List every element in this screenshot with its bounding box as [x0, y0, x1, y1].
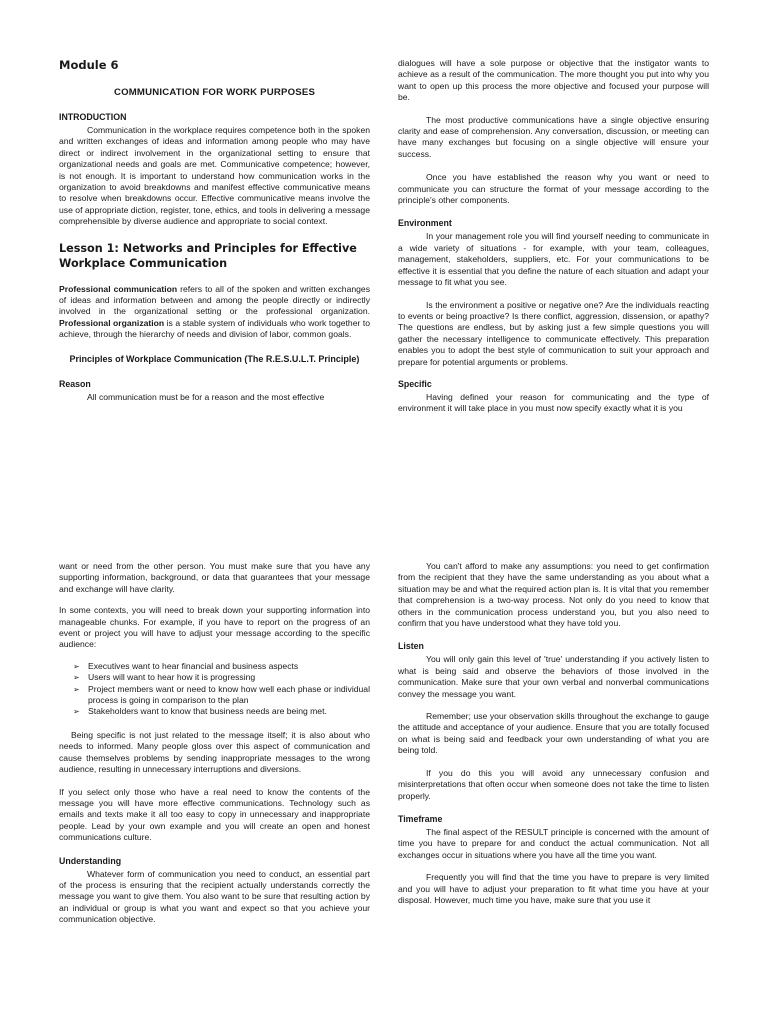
listen-paragraph-2: Remember; use your observation skills throughout the exchange to gauge the attitude and acceptance of your audience. Ensure that you are totally focused on what is being said and feedback your own understanding of what you are being told. — [398, 711, 709, 756]
reason-structure-paragraph: Once you have established the reason why you want or need to communicate you can structure the format of your message according to the principle's other components. — [398, 172, 709, 206]
introduction-heading: INTRODUCTION — [59, 112, 127, 122]
professional-communication-definition: refers to all of the spoken and written exchanges of ideas and information between and among the people directly or indirectly involved in the organizational setting or the professional organization. — [59, 283, 370, 317]
list-item: ➢ Project members want or need to know how well each phase or individual process is going in comparison to the plan — [73, 683, 370, 706]
reason-continued-paragraph: dialogues will have a sole purpose or objective that the instigator wants to achieve as a result of the communication. The more thought you put into why you want to open up this process the more objective and focused your purpose will be. — [398, 58, 709, 103]
reason-heading: Reason — [59, 379, 91, 390]
arrow-bullet-icon: ➢ — [73, 673, 80, 683]
reason-objective-paragraph: The most productive communications have a single objective ensuring clarity and ease of comprehension. Any conversation, discussion, or meeting can have many exchanges but focusing on a single objective will ensure your success. — [398, 114, 709, 159]
page2-right-column — [398, 561, 709, 906]
audience-paragraph: In some contexts, you will need to break down your supporting information into manageable chunks. For example, if you have to report on the progress of an event or project you will have to adjust your message according to the specific audience: — [59, 605, 370, 650]
need-to-know-paragraph: If you select only those who have a real need to know the contents of the message you will have more effective communications. Technology such as emails and texts make it all too easy to copy in unnecessary and inappropriate people. Lead by your own example and you will create an open and honest communications culture. — [59, 786, 370, 843]
list-item: ➢ Stakeholders want to know that business needs are being met. — [73, 706, 327, 717]
understanding-heading: Understanding — [59, 855, 122, 866]
professional-communication-paragraph — [59, 284, 370, 341]
arrow-bullet-icon: ➢ — [73, 661, 80, 671]
principles-heading: Principles of Workplace Communication (The R.E.S.U.L.T. Principle) — [69, 353, 360, 364]
reason-paragraph: All communication must be for a reason and the most effective — [87, 392, 325, 403]
timeframe-heading: Timeframe — [398, 813, 443, 824]
arrow-bullet-icon: ➢ — [73, 707, 80, 717]
timeframe-paragraph-1: The final aspect of the RESULT principle is concerned with the amount of time you have to prepare for and conduct the actual communication. Not all exchanges occur in situations where you have all the time you want. — [398, 826, 709, 860]
document-title: COMMUNICATION FOR WORK PURPOSES — [113, 87, 316, 98]
page1-right-column — [398, 58, 709, 415]
introduction-paragraph: Communication in the workplace requires competence both in the spoken and written exchanges of ideas and information among people who may have direct or indirect involvement in the organizational setting to ensure that organizational needs and goals are met. Communicative competence; however, is not enough. It is important to understand how communication works in the organization to avoid breakdowns and manifest effective communicative means to resolve when breakdowns occur. Effective communicative means involve the use of appropriate diction, register, tone, ethics, and tools in delivering a message comprehensible by diverse audience and appropriate to social context. — [59, 125, 370, 227]
page1-left-column — [59, 58, 370, 404]
professional-communication-term: Professional communication — [59, 283, 178, 294]
professional-organization-definition: is a stable system of individuals who work together to achieve, through the hierarchy of needs and division of labor, common goals. — [59, 317, 370, 340]
listen-heading: Listen — [398, 641, 424, 652]
understanding-paragraph: Whatever form of communication you need to conduct, an essential part of the process is ensuring that the recipient actually understands correctly the message you want to give them. You also want to be sure that resulting action by an individual or group is what you want and expect so that you achieve your communication objective. — [59, 868, 370, 925]
environment-heading: Environment — [398, 218, 452, 229]
environment-paragraph-2: Is the environment a positive or negative one? Are the individuals reacting to events or being proactive? Is there conflict, aggression, dissension, or apathy? The questions are endless, but by asking just a few simple questions you will gather the necessary intelligence to communicate effectively. This preparation enables you to adopt the best style of communication to suit your approach and prepare for potential arguments or problems. — [398, 299, 709, 367]
page2-left-column — [59, 561, 370, 926]
lesson-title: Lesson 1: Networks and Principles for Effective Workplace Communication — [59, 241, 357, 271]
timeframe-paragraph-2: Frequently you will find that the time you have to prepare is very limited and you will have to adjust your preparation to fit what time you have at your disposal. However, much time you have, make sure that you use it — [398, 872, 709, 905]
specific-continued-paragraph: want or need from the other person. You must make sure that you have any supporting information, background, or data that guarantees that your message and exchange will have clarity. — [59, 561, 370, 594]
understanding-continued-paragraph: You can't afford to make any assumptions: you need to get confirmation from the recipient that they have the same understanding as you about what a situation may be and what the required action plan is. It is vital that you remember that comprehension is a two-way process. Not only do you need to know that others in the communication process understand you, but you also need to confirm that you have understood what they have told you. — [398, 561, 709, 629]
list-item: ➢ Executives want to hear financial and business aspects — [73, 660, 299, 671]
arrow-bullet-icon: ➢ — [73, 684, 80, 694]
module-heading: Module 6 — [59, 58, 119, 72]
audience-list — [59, 661, 370, 718]
professional-organization-term: Professional organization — [59, 317, 165, 328]
specific-heading: Specific — [398, 378, 432, 389]
list-item: ➢ Users will want to hear how it is progressing — [73, 672, 256, 683]
environment-paragraph-1: In your management role you will find yourself needing to communicate in a wide variety of situations - for example, with your team, colleagues, management, stakeholders, suppliers, etc. For your communications to be effective it is essential that you define the nature of each situation and adapt your message to fit what you see. — [398, 231, 709, 288]
listen-paragraph-1: You will only gain this level of 'true' understanding if you actively listen to what is being said and observe the behaviors of those involved in the communication. Make sure that your own verbal and nonverbal communications convey the message you want. — [398, 654, 709, 699]
specific-audience-paragraph: Being specific is not just related to the message itself; it is also about who needs to informed. Many people gloss over this aspect of communication and cause themselves problems by sending inappropriate messages to the wrong audience, resulting in unnecessary interruptions and diversions. — [59, 729, 370, 775]
specific-paragraph-1: Having defined your reason for communicating and the type of environment it will take place in you must now specify exactly what it is you — [398, 391, 709, 414]
listen-paragraph-3: If you do this you will avoid any unnecessary confusion and misinterpretations that often occur when someone does not take the time to listen properly. — [398, 767, 709, 801]
